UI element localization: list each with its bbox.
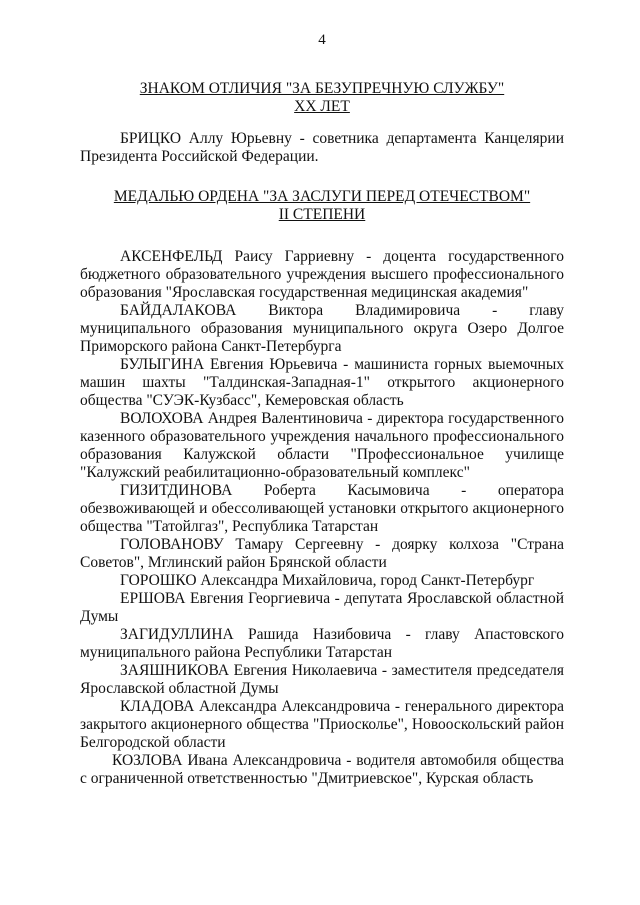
award-entry: ЗАГИДУЛЛИНА Рашида Назибовича - главу Апастовского муниципального района Республики Татарстан [80, 626, 564, 661]
award-entry: БАЙДАЛАКОВА Виктора Владимировича - главу муниципального образования муниципального округа Озеро Долгое Приморского района Санкт-Петербурга [80, 302, 564, 355]
award-entry: БРИЦКО Аллу Юрьевну - советника департамента Канцелярии Президента Российской Федерации. [80, 130, 564, 165]
section-2-entries [80, 248, 564, 788]
award-entry: ВОЛОХОВА Андрея Валентиновича - директора государственного казенного образовательного учреждения начального профессионального образования Калужской области "Профессиональное училище "Калужский реабилитационно-образовательный комплекс" [80, 410, 564, 481]
award-entry: АКСЕНФЕЛЬД Раису Гарриевну - доцента государственного бюджетного образовательного учреждения высшего профессионального образования "Ярославская государственная медицинская академия" [80, 248, 564, 301]
award-entry: ЕРШОВА Евгения Георгиевича - депутата Ярославской областной Думы [80, 590, 564, 625]
award-entry: ГОЛОВАНОВУ Тамару Сергеевну - доярку колхоза "Страна Советов", Мглинский район Брянской области [80, 536, 564, 571]
section-heading-1 [80, 80, 564, 116]
section-heading-2 [80, 188, 564, 224]
award-entry: ГИЗИТДИНОВА Роберта Касымовича - оператора обезвоживающей и обессоливающей установки открытого акционерного общества "Татойлгаз", Республика Татарстан [80, 482, 564, 535]
award-entry: ГОРОШКО Александра Михайловича, город Санкт-Петербург [120, 572, 535, 589]
section-heading-2-line-2: II СТЕПЕНИ [278, 206, 366, 223]
award-entry: КОЗЛОВА Ивана Александровича - водителя автомобиля общества с ограниченной ответственностью "Дмитриевское", Курская область [80, 752, 564, 787]
section-heading-1-line-1: ЗНАКОМ ОТЛИЧИЯ "ЗА БЕЗУПРЕЧНУЮ СЛУЖБУ" [139, 80, 505, 97]
section-heading-1-line-2: XX ЛЕТ [294, 98, 350, 115]
award-entry: ЗАЯШНИКОВА Евгения Николаевича - заместителя председателя Ярославской областной Думы [80, 662, 564, 697]
award-entry: КЛАДОВА Александра Александровича - генерального директора закрытого акционерного общества "Приосколье", Новооскольский район Белгородской области [80, 698, 564, 751]
section-heading-2-line-1: МЕДАЛЬЮ ОРДЕНА "ЗА ЗАСЛУГИ ПЕРЕД ОТЕЧЕСТВОМ" [113, 188, 531, 205]
page-number: 4 [318, 32, 326, 48]
award-entry: БУЛЫГИНА Евгения Юрьевича - машиниста горных выемочных машин шахты "Талдинская-Западная-1" открытого акционерного общества "СУЭК-Кузбасс", Кемеровская область [80, 356, 564, 409]
section-1-entries [80, 130, 564, 166]
